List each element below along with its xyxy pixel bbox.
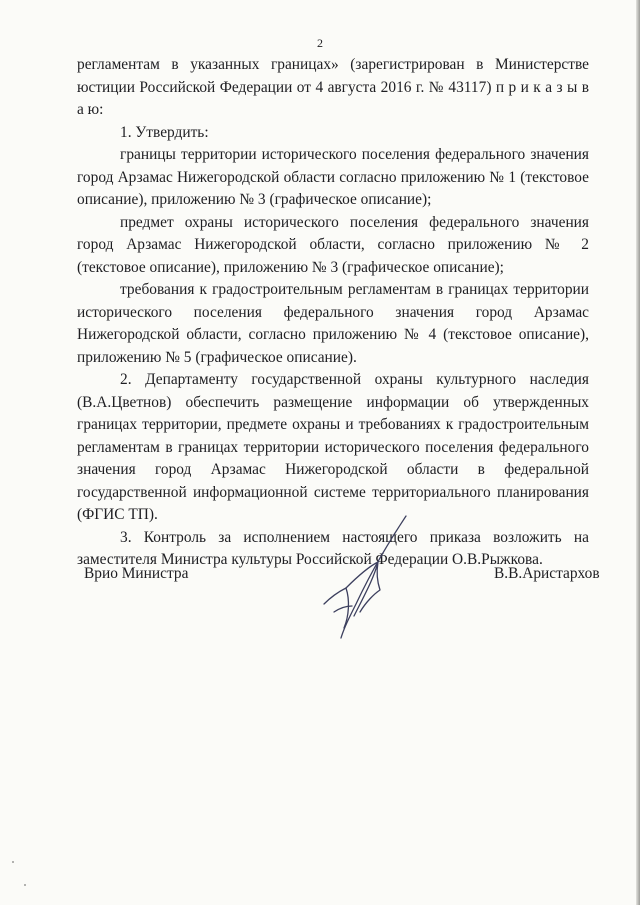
- signatory-name: В.В.Аристархов: [494, 565, 600, 582]
- signature-icon: [316, 512, 426, 642]
- paragraph-item-1-borders: границы территории исторического поселения федерального значения город Арзамас Нижегородской области согласно приложению № 1 (текстовое описание), приложению № 3 (графическое описание);: [77, 146, 589, 208]
- paragraph-item-2: 2. Департаменту государственной охраны культурного наследия (В.А.Цветнов) обеспечить размещение информации об утвержденных границах территории, предмете охраны и требованиях к градостроительным регламентам в границах территории исторического поселения федерального значения город Арзамас Нижегородской области в федеральной государственной информационной системе территориального планирования (ФГИС ТП).: [77, 371, 589, 523]
- scan-speck: [12, 861, 14, 863]
- signatory-title: Врио Министра: [84, 565, 189, 582]
- paragraph-item-1: 1. Утвердить:: [120, 123, 209, 141]
- paragraph-item-1-requirements: требования к градостроительным регламентам в границах территории исторического поселения федерального значения город Арзамас Нижегородской области, согласно приложению № 4 (текстовое описание), приложению № 5 (графическое описание).: [77, 281, 589, 366]
- paragraph-item-1-protection: предмет охраны исторического поселения федерального значения город Арзамас Нижегородской области, согласно приложению № 2 (текстовое описание), приложению № 3 (графическое описание);: [77, 213, 589, 276]
- page-edge-shadow: [636, 0, 640, 905]
- paragraph-item-3: 3. Контроль за исполнением настоящего приказа возложить на заместителя Министра культуры Российской Федерации О.В.Рыжкова.: [77, 528, 589, 568]
- scan-speck: [24, 884, 26, 886]
- paragraph-preamble-end: регламентам в указанных границах» (зарегистрирован в Министерстве юстиции Российской Федерации от 4 августа 2016 г. № 43117) п р и к а з ы в а ю:: [77, 56, 589, 118]
- page-number: 2: [317, 36, 323, 50]
- document-body: [77, 54, 589, 572]
